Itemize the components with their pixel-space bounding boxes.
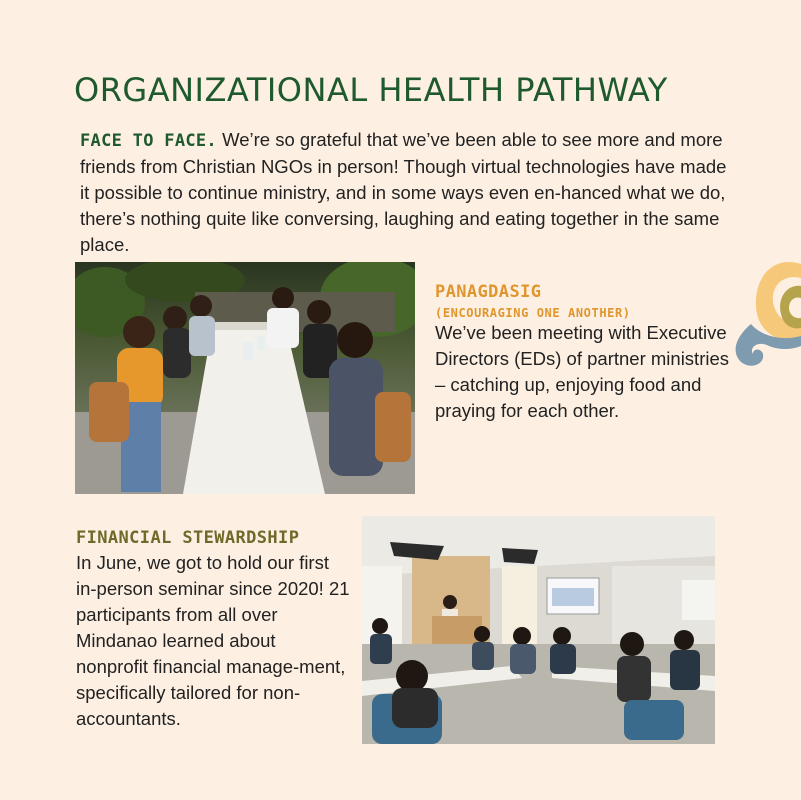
ed-meeting-photo [75, 262, 415, 494]
financial-heading: FINANCIAL STEWARDSHIP [76, 528, 300, 548]
financial-text: In June, we got to hold our first in-person seminar since 2020! 21 participants from all over Mindanao learned about nonprofit financial manage-ment, specifically tailored for non-accountants. [76, 552, 350, 729]
financial-section [76, 528, 351, 732]
panagdasig-subheading: (ENCOURAGING ONE ANOTHER) [435, 306, 631, 320]
panagdasig-text: We’ve been meeting with Executive Directors (EDs) of partner ministries – catching up, enjoying food and praying for each other. [435, 322, 730, 421]
panagdasig-section [435, 282, 735, 424]
seminar-photo [362, 516, 715, 744]
page-title: ORGANIZATIONAL HEALTH PATHWAY [74, 71, 668, 110]
intro-lead: FACE TO FACE. [80, 130, 217, 151]
intro-paragraph [80, 127, 730, 258]
panagdasig-heading: PANAGDASIG [435, 282, 542, 302]
intro-text: We’re so grateful that we’ve been able to see more and more friends from Christian NGOs in person! Though virtual technologies have made it possible to continue ministry, and in some ways even en-hanced what we do, there’s nothing quite like conversing, laughing and eating together in the same place. [80, 128, 727, 255]
